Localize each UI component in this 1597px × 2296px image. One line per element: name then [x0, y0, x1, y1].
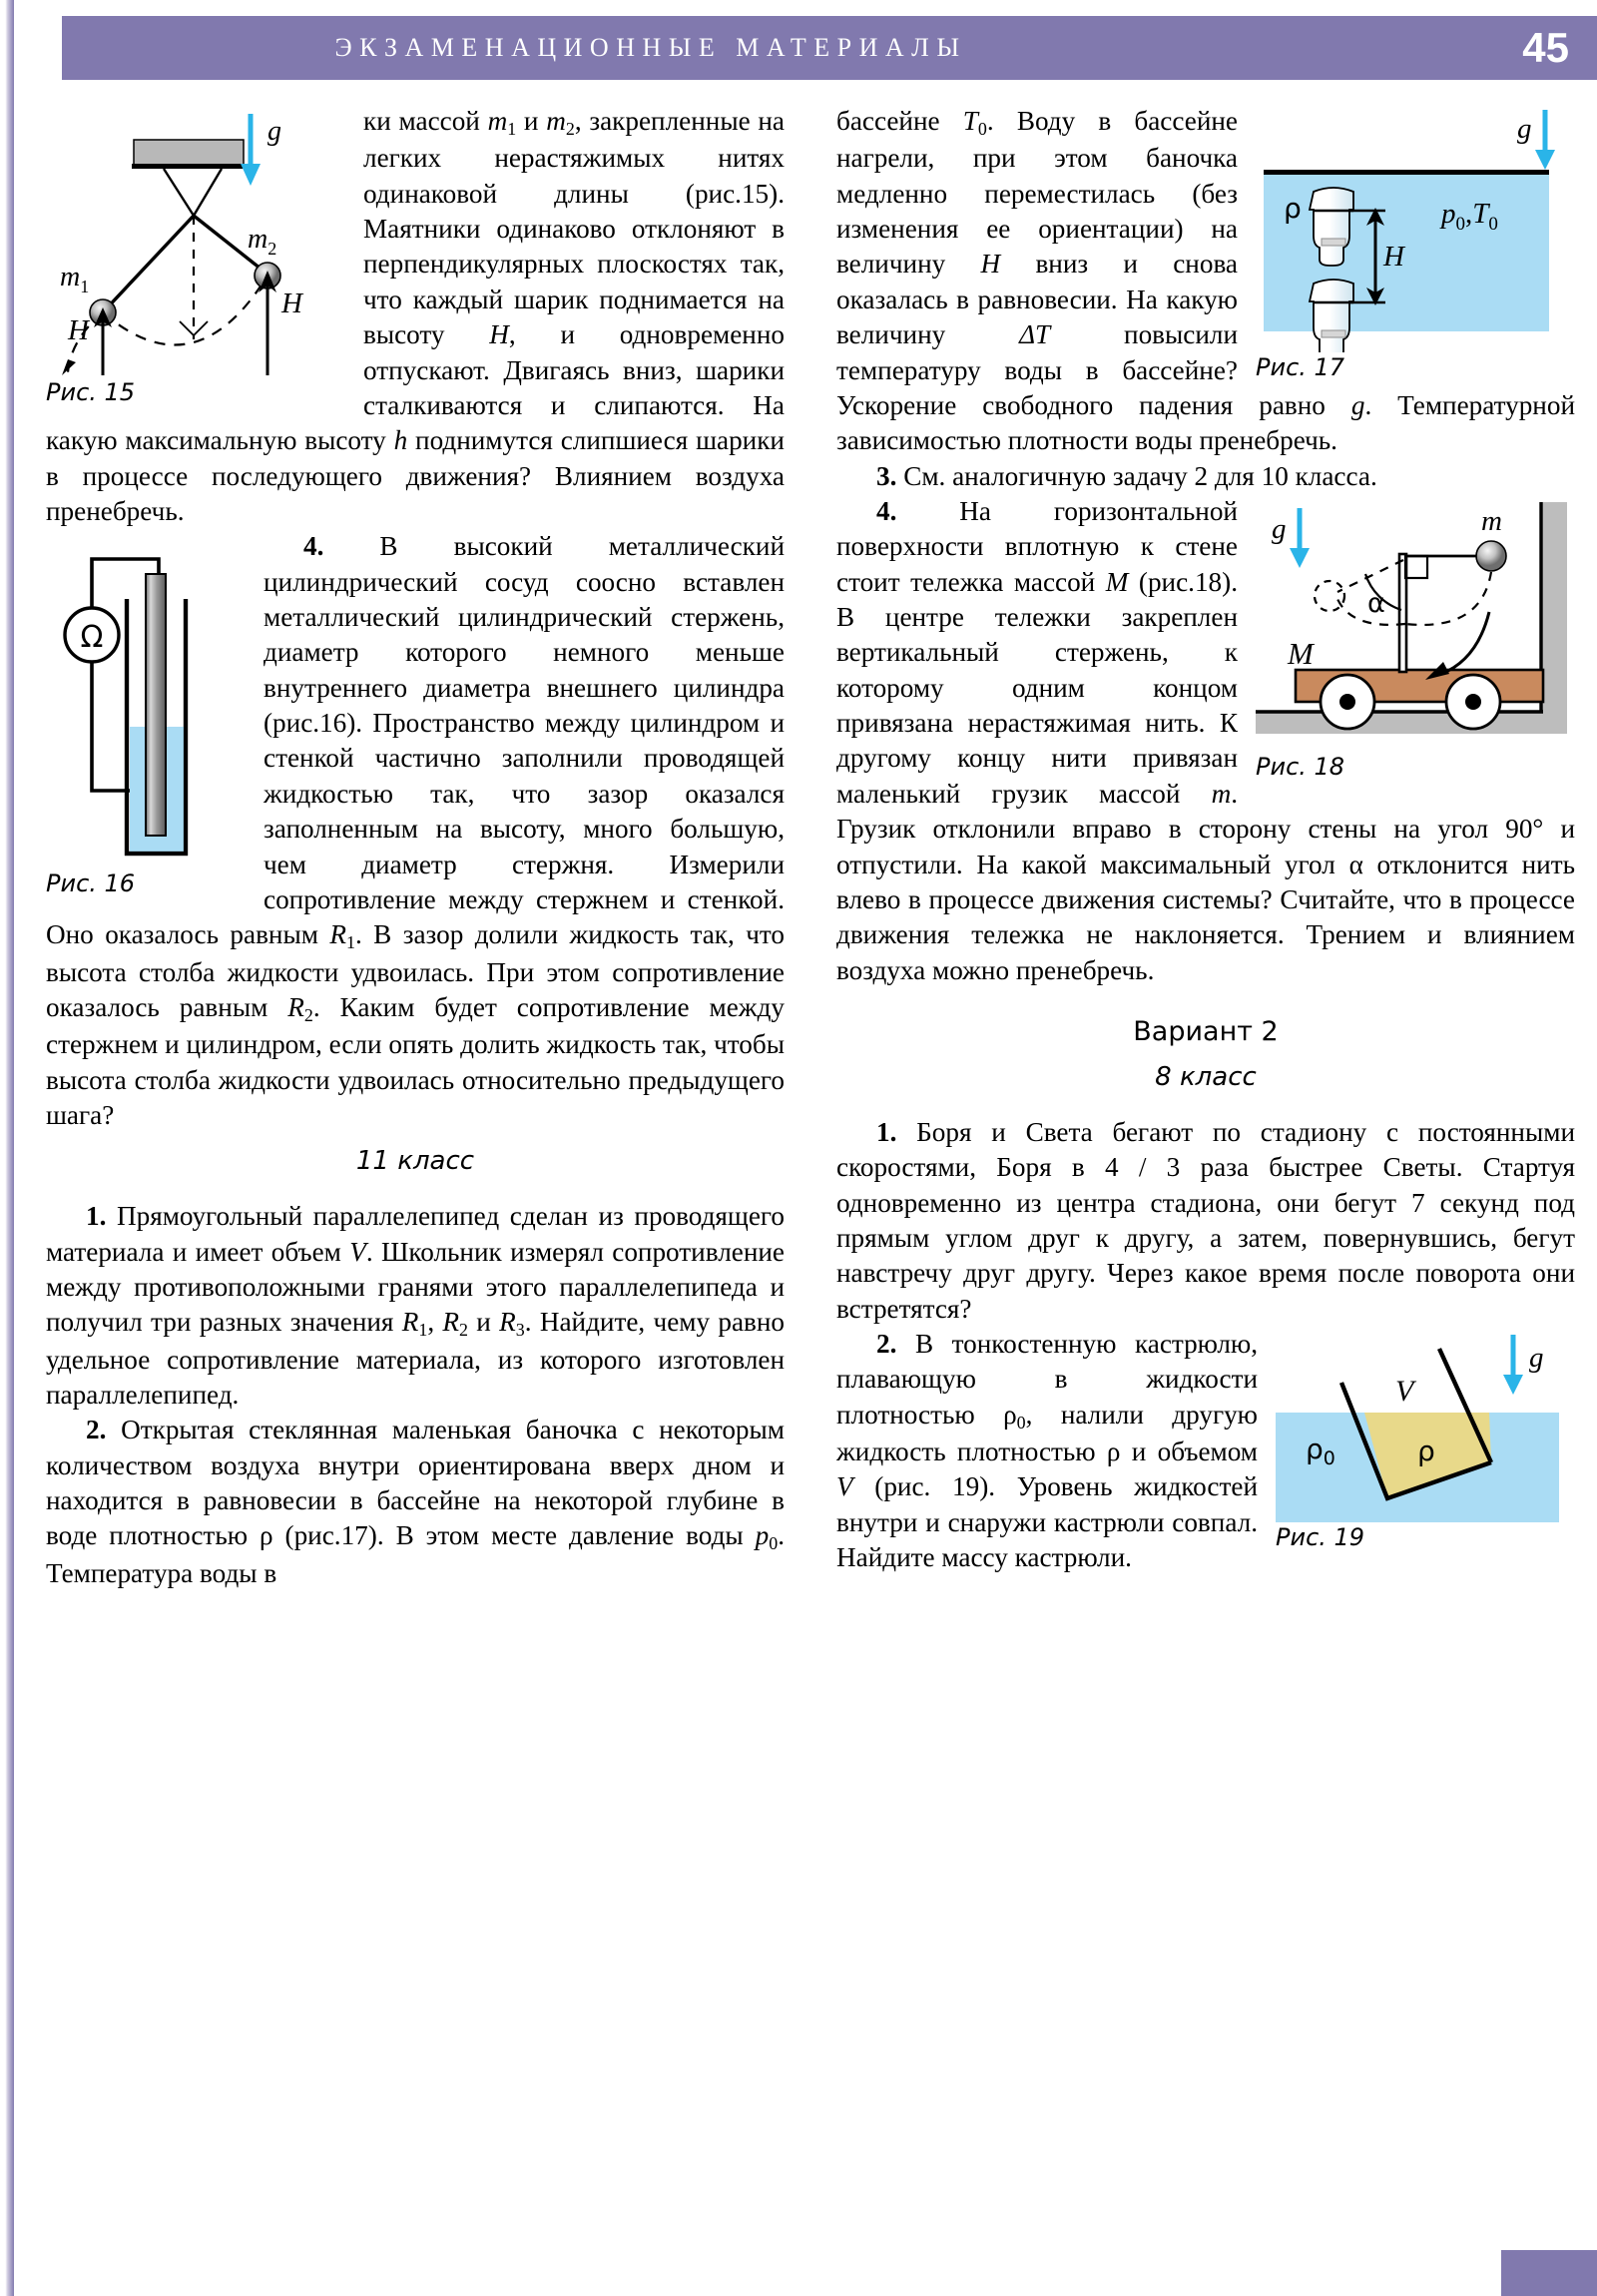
figure-17-label-g: g	[1517, 113, 1532, 145]
figure-17-caption: Рис. 17	[1256, 353, 1345, 381]
problem-number-1: 1.	[86, 1201, 107, 1232]
symbol-V: V	[349, 1236, 366, 1267]
figure-15-label-m2: $m_2$	[248, 224, 277, 259]
heading-class-8: 8 класс	[1155, 1062, 1257, 1093]
text-run: . В зазор долили жидкость так, что высота столба жидкости удвоилась. При этом сопротивление оказалось равным	[46, 919, 785, 1022]
text-run: . Температурной зависимостью плотности воды пренебречь.	[836, 389, 1575, 456]
symbol-h: h	[393, 425, 408, 456]
text-run: и	[468, 1307, 500, 1338]
symbol-M: M	[1105, 566, 1129, 597]
subscript-3: 3	[515, 1320, 525, 1341]
text-run: , налили другую жидкость плотностью	[836, 1399, 1258, 1467]
figure-18-drawing	[1256, 502, 1575, 752]
right-text-column	[836, 104, 1575, 1576]
problem-number-1: 1.	[876, 1116, 897, 1147]
symbol-R1: R	[329, 919, 346, 950]
symbol-H: H	[980, 249, 1001, 280]
text-run: . Найдите, чему равно удельное сопротивление материала, из которого изготовлен параллелепипед.	[46, 1307, 785, 1410]
subscript-1: 1	[418, 1320, 428, 1341]
text-run: ки массой	[363, 106, 488, 136]
text-run: (рис.17). В этом месте давление воды	[272, 1520, 756, 1551]
text-run: вниз и снова оказалась в равновесии. На какую величину	[836, 249, 1238, 350]
text-run: ,	[427, 1307, 443, 1338]
subscript-0: 0	[1016, 1412, 1026, 1433]
problem-number-2: 2.	[876, 1329, 897, 1360]
text-run: . Температура воды в	[46, 1520, 785, 1588]
figure-17-drawing	[1256, 108, 1575, 352]
subscript-1: 1	[507, 119, 517, 140]
symbol-rho: ρ	[259, 1520, 273, 1551]
heading-variant-2: Вариант 2	[1133, 1015, 1279, 1047]
paragraph-problem-8-1	[836, 1115, 1575, 1327]
symbol-m: m	[1211, 778, 1232, 809]
figure-18	[1256, 502, 1575, 783]
figure-18-caption: Рис. 18	[1256, 752, 1345, 781]
symbol-p0: p	[755, 1520, 770, 1551]
subscript-0: 0	[769, 1533, 779, 1554]
text-run: бассейне	[836, 106, 963, 136]
symbol-R3: R	[499, 1307, 516, 1338]
problem-number-4: 4.	[303, 531, 324, 562]
figure-15-caption: Рис. 15	[46, 378, 136, 406]
text-run: поднимутся слипшиеся шарики в процессе последующего движения? Влиянием воздуха пренебречь.	[46, 425, 785, 526]
symbol-H: H	[489, 319, 509, 350]
figure-15-label-H-right: H	[281, 287, 302, 319]
figure-19-caption: Рис. 19	[1276, 1523, 1365, 1552]
symbol-rho: ρ	[1106, 1436, 1121, 1467]
figure-15-label-m1: $m_1$	[60, 262, 90, 296]
text-run: , закрепленные на легких нерастяжимых нитях одинаковой длины (рис.15). Маятники одинаково отклоняют в перпендикулярных плоскостях так, что каждый шарик поднимается на высоту	[363, 106, 785, 350]
figure-18-label-alpha: α	[1367, 587, 1385, 619]
paragraph-problem-3-reference	[836, 459, 1575, 494]
problem-number-3: 3.	[876, 460, 897, 491]
figure-15	[46, 108, 345, 408]
symbol-R1: R	[401, 1307, 419, 1338]
text-run: См. аналогичную задачу 2 для 10 класса.	[896, 460, 1377, 491]
figure-17-label-p0T0: $p_0,T_0$	[1441, 198, 1498, 235]
figure-16-drawing	[46, 539, 246, 868]
symbol-rho0: ρ	[1003, 1399, 1017, 1430]
symbol-delta-T: ΔT	[1019, 319, 1051, 350]
figure-18-label-M: M	[1288, 635, 1314, 671]
figure-19-label-rho: ρ	[1417, 1435, 1435, 1468]
figure-17-jar-lower	[1310, 280, 1353, 352]
figure-19-drawing	[1276, 1333, 1575, 1522]
text-run: . Грузик отклонили вправо в сторону стены на угол 90° и отпустили. На какой максимальный угол	[836, 778, 1575, 879]
text-run: Прямоугольный параллелепипед сделан из проводящего материала и имеет объем	[46, 1201, 785, 1267]
figure-15-label-H-left: H	[68, 314, 89, 346]
symbol-T0: T	[962, 106, 978, 136]
symbol-g: g	[1350, 389, 1365, 420]
text-run: . Воду в бассейне нагрели, при этом баночка медленно переместилась (без изменения ее ориентации) на величину	[836, 106, 1238, 280]
text-run: . Каким будет сопротивление между стержнем и цилиндром, если опять долить жидкость так, чтобы высота столба жидкости удвоилась относительно предыдущего шага?	[46, 991, 786, 1131]
figure-19	[1276, 1333, 1575, 1553]
figure-15-drawing	[46, 108, 345, 377]
text-run: Открытая стеклянная маленькая баночка с некоторым количеством воздуха внутри ориентирована вверх дном и находится в равновесии в бассейне на некоторой глубине в воде плотностью	[46, 1415, 785, 1551]
text-run: повысили температуру воды в бассейне? Ускорение свободного падения равно	[836, 319, 1351, 420]
paragraph-problem-11-2	[46, 1413, 785, 1591]
subscript-0: 0	[977, 119, 987, 140]
heading-class-11: 11 класс	[355, 1146, 475, 1177]
figure-18-label-g: g	[1272, 512, 1287, 545]
subscript-2: 2	[459, 1320, 468, 1341]
figure-16	[46, 539, 246, 899]
problem-number-2: 2.	[86, 1415, 107, 1445]
left-page-spine-decoration	[0, 0, 14, 2296]
figure-18-label-m: m	[1481, 504, 1502, 537]
subscript-1: 1	[345, 932, 355, 953]
text-run: . Школьник измерял сопротивление между противоположными гранями этого параллелепипеда и получил три разных значения	[46, 1236, 786, 1338]
page-number: 45	[1522, 24, 1569, 71]
symbol-R2: R	[287, 991, 304, 1022]
symbol-alpha: α	[1348, 849, 1363, 879]
text-run: и	[516, 106, 547, 136]
figure-19-label-g: g	[1529, 1342, 1544, 1375]
text-run: Боря и Света бегают по стадиону с постоянными скоростями, Боря в 4 / 3 раза быстрее Светы. Стартуя одновременно из центра стадиона, они бегут 7 секунд под прямым углом друг к другу, а затем, повернувшись, бегут навстречу друг другу. Через какое время после поворота они встретятся?	[836, 1116, 1575, 1324]
figure-17-label-H: H	[1383, 241, 1404, 273]
left-text-column	[46, 104, 785, 1591]
page-title: ЭКЗАМЕНАЦИОННЫЕ МАТЕРИАЛЫ	[334, 33, 967, 62]
figure-16-caption: Рис. 16	[46, 869, 136, 898]
symbol-m2: m	[546, 106, 566, 136]
text-run: , и одновременно отпускают. Двигаясь вниз, шарики сталкиваются и слипаются. На какую максимальную высоту	[46, 319, 785, 456]
subscript-2: 2	[565, 119, 575, 140]
bottom-right-accent	[1501, 2250, 1597, 2296]
figure-19-label-V: V	[1395, 1375, 1414, 1409]
paragraph-problem-11-1	[46, 1199, 785, 1413]
text-run: В высокий металлический цилиндрический сосуд соосно вставлен металлический цилиндрический стержень, диаметр которого немного меньше внутреннего диаметра внешнего цилиндра (рис.16). Пространство между цилиндром и стенкой частично заполнили проводящей жидкостью так, что зазор оказался заполненным на высоту, много большую, чем диаметр стержня. Измерили сопротивление между стержнем и стенкой. Оно оказалось равным	[46, 531, 785, 950]
symbol-R2: R	[442, 1307, 460, 1338]
problem-number-4: 4.	[876, 495, 897, 526]
figure-16-label-ohm: Ω	[80, 620, 104, 656]
symbol-m1: m	[487, 106, 508, 136]
text-run: отклонится нить влево в процессе движения системы? Считайте, что в процессе движения тележка не наклоняется. Трением и влиянием воздуха можно пренебречь.	[836, 849, 1575, 985]
figure-15-label-g: g	[267, 116, 281, 147]
symbol-V: V	[836, 1471, 853, 1502]
text-run: (рис. 19). Уровень жидкостей внутри и снаружи кастрюли совпал. Найдите массу кастрюли.	[836, 1471, 1258, 1573]
figure-17	[1256, 108, 1575, 383]
text-run: и объемом	[1120, 1436, 1258, 1467]
text-run: (рис.18). В центре тележки закреплен вертикальный стержень, к которому одним концом привязана нерастяжимая нить. К другому концу нити привязан маленький грузик массой	[836, 566, 1238, 809]
text-run: В тонкостенную кастрюлю, плавающую в жидкости плотностью	[836, 1329, 1258, 1430]
text-run: На горизонтальной поверхности вплотную к стене стоит тележка массой	[836, 495, 1238, 597]
figure-19-label-rho0: $\rho_0$	[1306, 1433, 1335, 1470]
subscript-2: 2	[303, 1004, 313, 1025]
figure-17-label-rho: ρ	[1284, 192, 1302, 225]
